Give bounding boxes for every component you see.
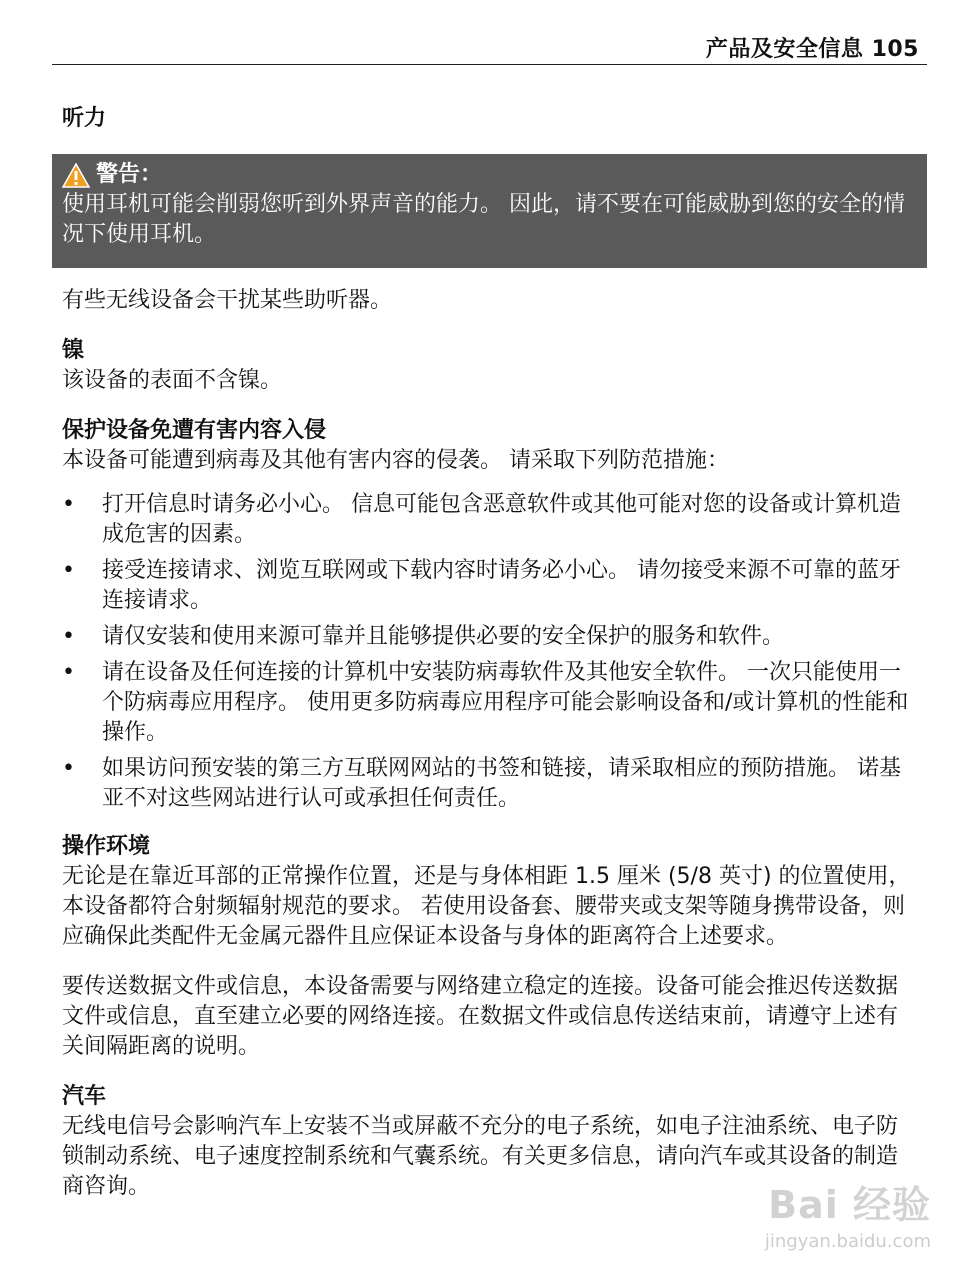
list-item (62, 658, 919, 748)
bullet-dot: • (62, 558, 75, 583)
hearing-heading: 听力 (62, 106, 107, 131)
bullet-text: 如果访问预安装的第三方互联网网站的书签和链接，请采取相应的预防措施。 诺基亚不对这些网站进行认可或承担任何责任。 (102, 756, 901, 811)
protect-intro: 本设备可能遭到病毒及其他有害内容的侵袭。 请采取下列防范措施： (62, 448, 729, 473)
environment-heading: 操作环境 (62, 834, 151, 859)
environment-para2: 要传送数据文件或信息，本设备需要与网络建立稳定的连接。设备可能会推迟传送数据文件或信息，直至建立必要的网络连接。在数据文件或信息传送结束前，请遵守上述有关间隔距离的说明。 (62, 974, 899, 1059)
warning-title-row (62, 160, 917, 190)
main-content (62, 286, 919, 1202)
warning-body: 使用耳机可能会削弱您听到外界声音的能力。 因此，请不要在可能威胁到您的安全的情况下使用耳机。 (62, 192, 905, 247)
bullet-dot: • (62, 756, 75, 781)
list-item (62, 556, 919, 616)
warning-triangle-icon (62, 163, 90, 188)
list-item (62, 622, 919, 652)
bullet-dot: • (62, 624, 75, 649)
vehicle-heading: 汽车 (62, 1084, 107, 1109)
list-item (62, 754, 919, 814)
page-header (52, 24, 927, 65)
header-title: 产品及安全信息 (705, 37, 864, 62)
vehicle-text: 无线电信号会影响汽车上安装不当或屏蔽不充分的电子系统，如电子注油系统、电子防锁制动系统、电子速度控制系统和气囊系统。有关更多信息，请向汽车或其设备的制造商咨询。 (62, 1114, 899, 1199)
environment-section (62, 832, 919, 1062)
hearing-section (62, 104, 106, 134)
protect-section (62, 416, 919, 814)
environment-para1: 无论是在靠近耳部的正常操作位置，还是与身体相距 1.5 厘米 (5/8 英寸) 的位置使用，本设备都符合射频辐射规范的要求。 若使用设备套、腰带夹或支架等随身携带设备，则应确保此类配件无金属元器件且应保证本设备与身体的距离符合上述要求。 (62, 864, 911, 949)
list-item (62, 490, 919, 550)
bullet-dot: • (62, 492, 75, 517)
nickel-section (62, 336, 919, 396)
bullet-text: 请在设备及任何连接的计算机中安装防病毒软件及其他安全软件。 一次只能使用一个防病毒应用程序。 使用更多防病毒应用程序可能会影响设备和/或计算机的性能和操作。 (102, 660, 909, 745)
page-number: 105 (871, 37, 919, 62)
protect-heading: 保护设备免遭有害内容入侵 (62, 418, 327, 443)
bullet-dot: • (62, 660, 75, 685)
watermark-logo: Bai 经验 (768, 1183, 931, 1227)
hearing-aid-text: 有些无线设备会干扰某些助听器。 (62, 288, 393, 313)
bullet-text: 接受连接请求、浏览互联网或下载内容时请务必小心。 请勿接受来源不可靠的蓝牙连接请求。 (102, 558, 901, 613)
warning-title: 警告： (96, 162, 163, 187)
protect-bullet-list (62, 490, 919, 814)
bullet-text: 打开信息时请务必小心。 信息可能包含恶意软件或其他可能对您的设备或计算机造成危害的因素。 (102, 492, 901, 547)
warning-box (52, 154, 927, 268)
nickel-heading: 镍 (62, 338, 85, 363)
watermark-url: jingyan.baidu.com (764, 1231, 931, 1252)
header-text (706, 32, 919, 63)
bullet-text: 请仅安装和使用来源可靠并且能够提供必要的安全保护的服务和软件。 (102, 624, 785, 649)
watermark (765, 1174, 931, 1252)
nickel-text: 该设备的表面不含镍。 (62, 368, 283, 393)
